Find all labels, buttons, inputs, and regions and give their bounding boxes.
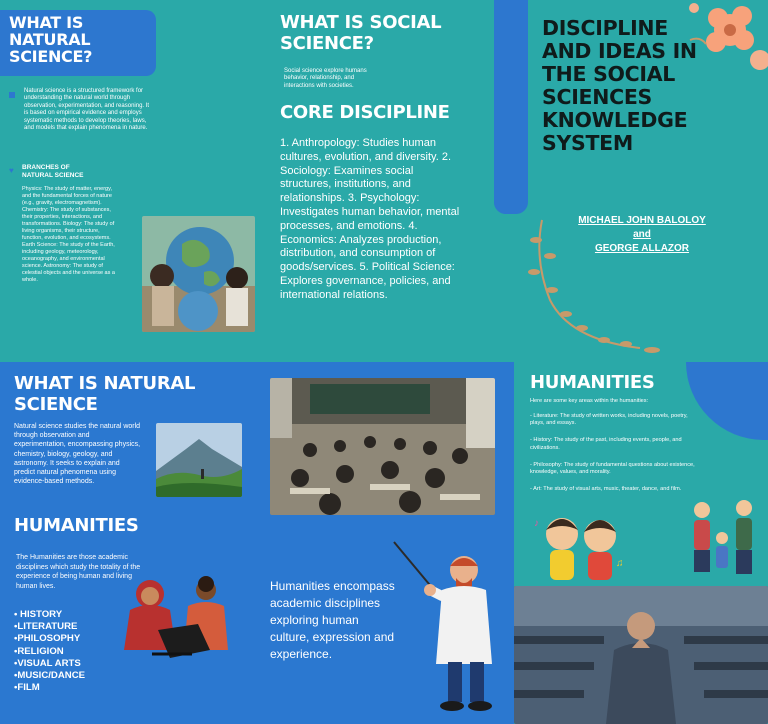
core-discipline-title: CORE DISCIPLINE — [280, 102, 450, 123]
prayer-photo — [514, 586, 768, 724]
children-globe-image — [142, 216, 255, 332]
humanities-panel-intro: Here are some key areas within the humanities: — [530, 398, 649, 404]
natural-science-title: WHAT IS NATURAL SCIENCE — [14, 373, 196, 415]
blue-divider-bar-2 — [494, 0, 528, 214]
cover-title: DISCIPLINE AND IDEAS IN THE SOCIAL SCIENCES KNOWLEDGE SYSTEM — [542, 16, 697, 155]
list-item: •LITERATURE — [14, 621, 78, 633]
students-laptop-illustration — [108, 570, 238, 670]
vine-decoration — [522, 210, 672, 356]
list-item: - Art: The study of visual arts, music, theater, dance, and film. — [530, 486, 682, 493]
humanities-areas — [530, 413, 698, 493]
family-illustration — [680, 494, 768, 584]
humanities-definition: The Humanities are those academic disciplines which study the totality of the experience of being human and living human lives. — [16, 554, 141, 590]
classroom-photo — [270, 378, 495, 515]
branches-heading: BRANCHES OF NATURAL SCIENCE — [22, 164, 84, 179]
singing-kids-illustration — [528, 506, 628, 584]
author-1: MICHAEL JOHN BALOLOY — [578, 215, 706, 226]
branches-text: Physics: The study of matter, energy, and the fundamental forces of nature (e.g., gravity, electromagnetism). Chemistry: The study of substances, their properties, interactions, and transformations. Biology: The study of living organisms, their structure, function, evolution, and ecosystems. Earth Science: The study of the Earth, including geology, meteorology, oceanography, and environmental science. Astronomy: The study of celestial objects and the universe as a whole. — [22, 186, 115, 283]
square-icon — [9, 92, 15, 98]
svg-text:♪: ♪ — [534, 518, 539, 529]
list-item: •FILM — [14, 682, 40, 694]
list-item: •RELIGION — [14, 645, 64, 657]
landscape-image — [156, 423, 242, 497]
list-item: •MUSIC/DANCE — [14, 670, 86, 682]
author-2: GEORGE ALLAZOR — [594, 243, 690, 254]
heart-icon: ♥ — [9, 166, 14, 175]
author-and: and — [633, 229, 651, 240]
svg-text:♫: ♫ — [616, 558, 624, 569]
list-item: •PHILOSOPHY — [14, 633, 81, 645]
list-item: - History: The study of the past, including events, people, and civilizations. — [530, 437, 682, 451]
list-item: • HISTORY — [14, 609, 63, 620]
social-science-intro: Social science explore humans behavior, relationship, and interactions with societies. — [284, 68, 367, 89]
humanities-list — [14, 609, 85, 694]
page-title: WHAT IS NATURAL SCIENCE? — [9, 13, 93, 66]
social-science-title: WHAT IS SOCIAL SCIENCE? — [280, 12, 442, 54]
list-item: - Literature: The study of written works, including novels, poetry, plays, and essays. — [530, 413, 688, 427]
humanities-summary: Humanities encompass academic disciplines exploring human culture, expression and experience. — [270, 579, 395, 661]
humanities-title: HUMANITIES — [14, 515, 139, 536]
humanities-panel-title: HUMANITIES — [530, 372, 655, 393]
list-item: •VISUAL ARTS — [14, 657, 81, 669]
list-item: - Philosophy: The study of fundamental questions about existence, knowledge, values, and morality. — [530, 461, 695, 476]
intro-text: Natural science is a structured framework for understanding the natural world through observation, experimentation, and reasoning. It is based on empirical evidence and employs systematic methods to develop theories, laws, and models that explain phenomena in nature. — [24, 88, 150, 132]
teacher-illustration — [390, 536, 508, 716]
flower-decoration — [680, 0, 768, 84]
core-discipline-text: 1. Anthropology: Studies human cultures, evolution, and diversity. 2. Sociology: Examines social structures, institutions, and relationships. 3. Psychology: Investigates human behavior, mental processes, and emotions. 4. Economics: Analyzes production, distribution, and consumption of goods/services. 5. Political Science: Explores governance, policies, and international relations. — [280, 137, 460, 301]
natural-science-intro: Natural science studies the natural world through observation and experimentation, encompassing physics, chemistry, biology, geology, and astronomy. It seeks to explain and predict natural phenomena using evidence-based methods. — [14, 423, 141, 486]
